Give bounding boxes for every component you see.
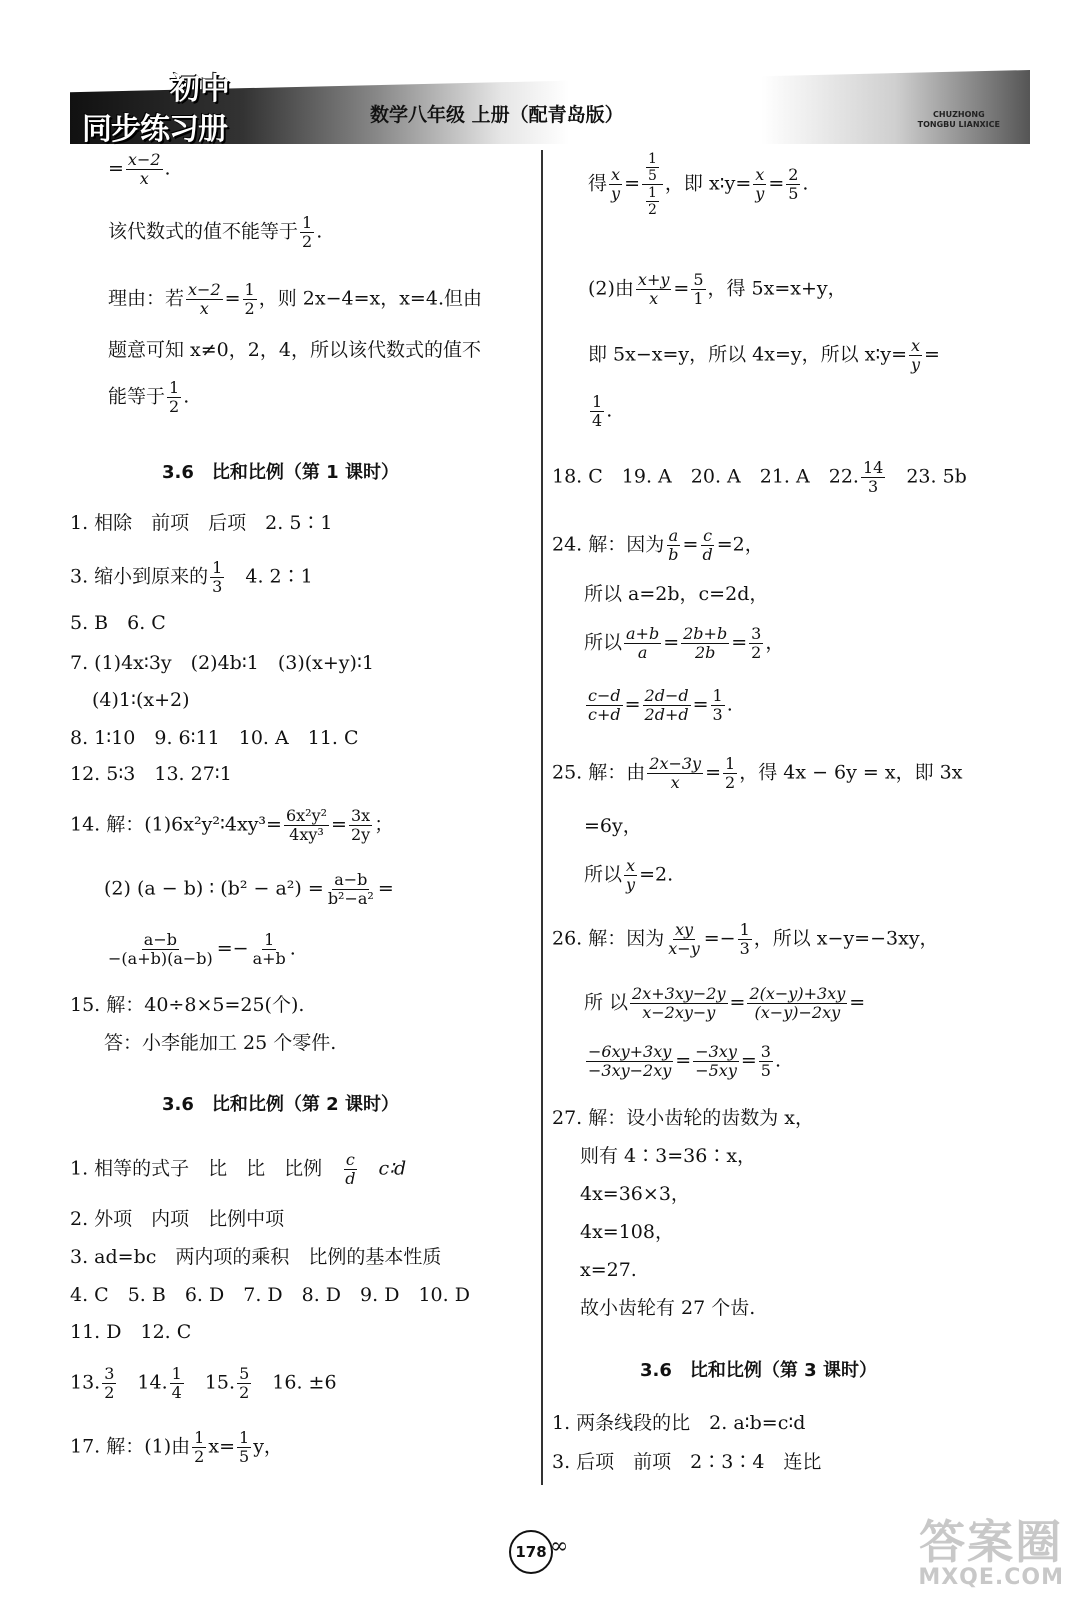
answer-7-cont: (4)1∶(x+2) (92, 689, 190, 711)
answer-c1: 1. 两条线段的比 2. a∶b=c∶d (552, 1412, 806, 1434)
pinyin-line2: TONGBU LIANXICE (917, 120, 1000, 129)
watermark-url: MXQE.COM (918, 1565, 1064, 1590)
right-line-2: (2)由 $\frac{x+y}{x}$ = $\frac{5}{1}$ ，得 5x=x+y， (588, 270, 847, 308)
answer-b1: 1. 相等的式子 比 比 比例 $\frac{c}{d}$ c∶d (70, 1150, 407, 1188)
pinyin-label (918, 110, 1000, 130)
answer-27-step2: 4x=36×3， (580, 1183, 690, 1205)
answer-7: 7. (1)4x∶3y (2)4b∶1 (3)(x+y)∶1 (70, 652, 374, 674)
answer-27-conclusion: 故小齿轮有 27 个齿. (580, 1297, 756, 1319)
page-number-ornament-icon: ∞ (550, 1534, 569, 1559)
answer-24-step3: $\frac{c-d}{c+d}$ = $\frac{2d-d}{2d+d}$ = $\frac{1}{3}$ . (588, 686, 733, 724)
watermark-logo (918, 1515, 1064, 1590)
pinyin-line1: CHUZHONG (933, 110, 985, 119)
answer-25-result: 所以 $\frac{x}{y}$ =2. (584, 856, 674, 894)
left-line-5: 能等于 $\frac{1}{2}$ . (108, 378, 190, 416)
answer-14-part3: $\frac{a-b}{-(a+b)(a-b)}$ =− $\frac{1}{a+b}$ . (108, 930, 296, 968)
page-number: 178 (509, 1530, 553, 1574)
answer-3: 3. 缩小到原来的 $\frac{1}{3}$ 4. 2∶1 (70, 558, 313, 596)
answer-b3: 3. ad=bc 两内项的乘积 比例的基本性质 (70, 1246, 442, 1268)
answer-27: 27. 解：设小齿轮的齿数为 x， (552, 1107, 815, 1129)
answer-15-reply: 答：小李能加工 25 个零件. (104, 1032, 337, 1054)
answer-b11: 11. D 12. C (70, 1321, 192, 1343)
answer-c3: 3. 后项 前项 2∶3∶4 连比 (552, 1451, 822, 1473)
section-title-1: 3.6 比和比例（第 1 课时） (162, 462, 399, 483)
answer-25: 25. 解：由 $\frac{2x-3y}{x}$ = $\frac{1}{2}$ ，得 4x − 6y = x，即 3x (552, 754, 963, 792)
answer-27-step1: 则有 4∶3=36∶x， (580, 1145, 757, 1167)
answer-5: 5. B 6. C (70, 612, 166, 634)
left-line-2: 该代数式的值不能等于 $\frac{1}{2}$ . (108, 213, 323, 251)
answer-b2: 2. 外项 内项 比例中项 (70, 1208, 285, 1230)
answer-26-step2: $\frac{-6xy+3xy}{-3xy-2xy}$ = $\frac{-3xy}{-5xy}$ = $\frac{3}{5}$ . (588, 1042, 782, 1080)
left-line-1: = $\frac{x-2}{x}$ . (108, 150, 171, 188)
answer-b17: 17. 解：(1)由 $\frac{1}{2}$ x= $\frac{1}{5}$ y， (70, 1428, 283, 1466)
answer-15: 15. 解：40÷8×5=25(个). (70, 994, 305, 1016)
page-header (70, 62, 1030, 147)
right-line-1: 得 $\frac{x}{y}$ = $\frac{\frac{1}{5}}{\frac{1}{2}}$ ，即 x∶y= $\frac{x}{y}$ = $\frac{2}{5}$ . (588, 151, 809, 218)
answer-b13: 13. $\frac{3}{2}$ 14. $\frac{1}{4}$ 15. $\frac{5}{2}$ 16. ±6 (70, 1364, 337, 1402)
right-line-4: $\frac{1}{4}$ . (592, 392, 613, 430)
answer-27-step4: x=27. (580, 1259, 637, 1281)
answer-24-step2: 所以 $\frac{a+b}{a}$ = $\frac{2b+b}{2b}$ = $\frac{3}{2}$ ， (584, 624, 785, 662)
answer-12: 12. 5∶3 13. 27∶1 (70, 763, 232, 785)
answer-8: 8. 1∶10 9. 6∶11 10. A 11. C (70, 727, 359, 749)
logo-line2: 同步练习册 (82, 112, 227, 147)
answers-18-23: 18. C 19. A 20. A 21. A 22. $\frac{14}{3}$ 23. 5b (552, 458, 967, 496)
answer-14: 14. 解：(1)6x²y²∶4xy³= $\frac{\text{6x²y²}}{\text{4xy³}}$ = $\frac{3x}{2y}$ ； (70, 806, 394, 844)
logo-line1: 初中 (170, 72, 230, 107)
answer-26-step1: 所 以 $\frac{2x+3xy-2y}{x-2xy-y}$ = $\frac{2(x-y)+3xy}{(x-y)-2xy}$ = (584, 984, 866, 1022)
answer-27-step3: 4x=108， (580, 1221, 674, 1243)
column-divider (541, 150, 543, 1485)
answer-b4: 4. C 5. B 6. D 7. D 8. D 9. D 10. D (70, 1284, 470, 1306)
left-line-3: 理由：若 $\frac{x-2}{x}$ = $\frac{1}{2}$ ，则 2x−4=x，x=4.但由 (108, 280, 482, 318)
answer-26: 26. 解：因为 $\frac{xy}{x-y}$ =− $\frac{1}{3}$ ，所以 x−y=−3xy， (552, 920, 939, 958)
answer-24: 24. 解：因为 $\frac{a}{b}$ = $\frac{c}{d}$ =2， (552, 526, 764, 564)
right-line-3: 即 5x−x=y，所以 4x=y，所以 x∶y= $\frac{x}{y}$ = (588, 336, 940, 374)
left-line-4: 题意可知 x≠0，2，4，所以该代数式的值不 (108, 339, 481, 361)
watermark-text: 答案圈 (919, 1515, 1064, 1569)
answer-14-part2: (2) (a − b) ∶ (b² − a²) = $\frac{a-b}{\text{b²−a²}}$ = (104, 870, 394, 908)
book-title: 数学八年级 上册（配青岛版） (370, 104, 624, 126)
section-title-2: 3.6 比和比例（第 2 课时） (162, 1094, 399, 1115)
answer-24-step1: 所以 a=2b，c=2d， (584, 583, 769, 605)
section-title-3: 3.6 比和比例（第 3 课时） (640, 1360, 877, 1381)
answer-1: 1. 相除 前项 后项 2. 5∶1 (70, 512, 333, 534)
answer-25-cont: =6y， (584, 815, 642, 837)
